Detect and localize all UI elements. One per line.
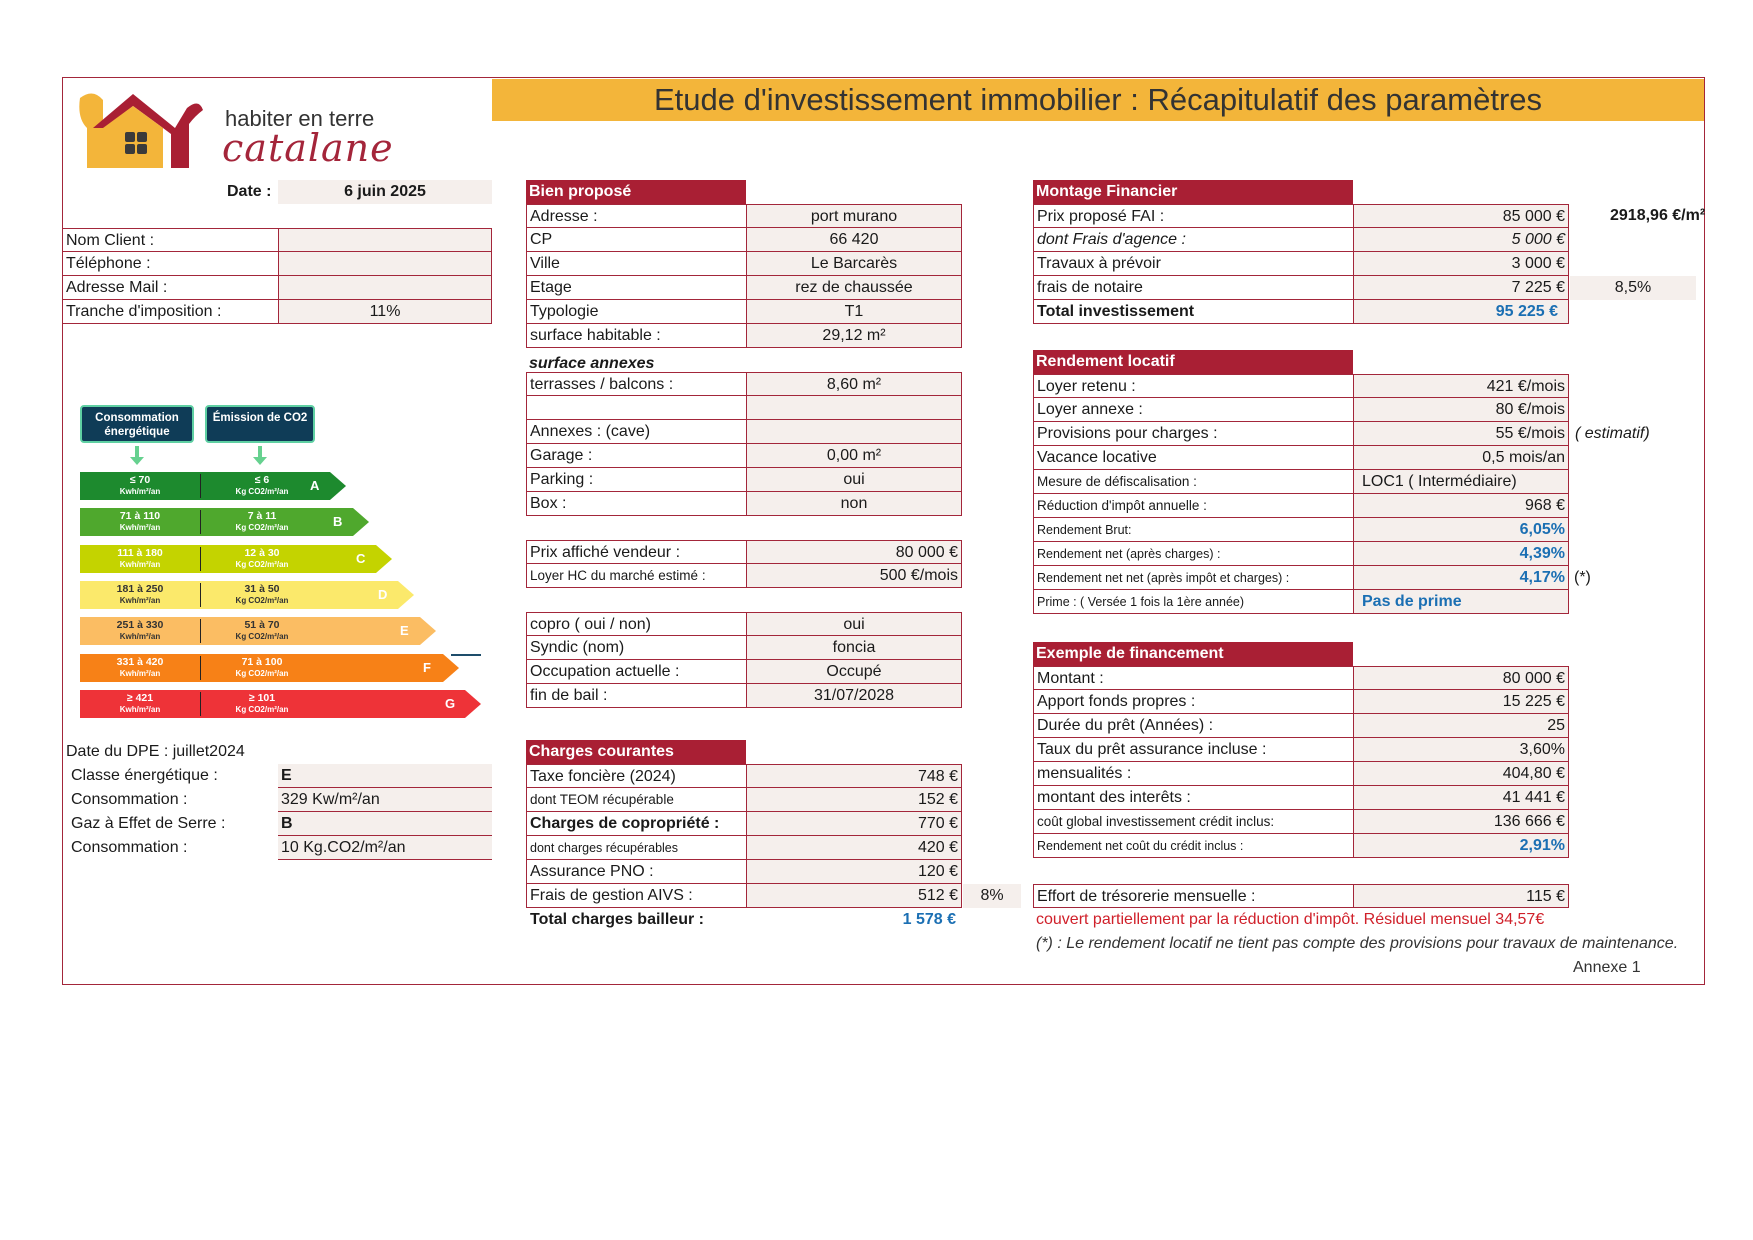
- annexe-row-label: terrasses / balcons :: [526, 372, 747, 396]
- montage-total-value: 95 225 €: [1353, 300, 1569, 324]
- dpe-date: Date du DPE : juillet2024: [66, 743, 245, 760]
- dpe-band-conso-unit: Kwh/m²/an: [119, 632, 161, 642]
- tax-bracket-field[interactable]: 11%: [278, 300, 492, 324]
- rendement-row-value[interactable]: LOC1 ( Intermédiaire): [1353, 470, 1569, 494]
- dpe-band-class: B: [333, 514, 343, 530]
- charge-row-value[interactable]: 152 €: [746, 788, 962, 812]
- bien-row-value[interactable]: rez de chaussée: [746, 276, 962, 300]
- energy-class-field[interactable]: E: [278, 764, 492, 788]
- montage-row: [1033, 252, 1569, 276]
- dpe-band-class: C: [356, 550, 366, 566]
- energy-consumption-field[interactable]: 329 Kw/m²/an: [278, 788, 492, 812]
- price-row-label: Prix affiché vendeur :: [526, 540, 747, 564]
- dpe-band-d: [80, 581, 416, 609]
- montage-row-label: Prix proposé FAI :: [1033, 204, 1354, 228]
- client-phone-field[interactable]: [278, 252, 492, 276]
- rendement-row-value[interactable]: 55 €/mois: [1353, 422, 1569, 446]
- copro-row: [526, 684, 962, 708]
- dpe-band-conso-range: 111 à 180: [117, 546, 163, 559]
- dpe-band-ges-unit: Kg CO2/m²/an: [235, 668, 289, 678]
- copro-row-label: Syndic (nom): [526, 636, 747, 660]
- dpe-band-separator: [200, 510, 201, 534]
- rendement-row: [1033, 446, 1569, 470]
- annexe-row-label: Annexes : (cave): [526, 420, 747, 444]
- annexe-row-value[interactable]: 8,60 m²: [746, 372, 962, 396]
- dpe-band-ges-range: 7 à 11: [247, 510, 277, 523]
- charge-row-value[interactable]: 770 €: [746, 812, 962, 836]
- bien-row-label: Typologie: [526, 300, 747, 324]
- charge-row: [526, 788, 962, 812]
- financement-row: [1033, 666, 1569, 690]
- dpe-row: [62, 836, 492, 860]
- bien-row: [526, 324, 962, 348]
- copro-row-label: copro ( oui / non): [526, 612, 747, 636]
- bien-row-label: CP: [526, 228, 747, 252]
- bien-row-value[interactable]: T1: [746, 300, 962, 324]
- dpe-band-conso-range: ≥ 421: [126, 691, 154, 704]
- client-email-field[interactable]: [278, 276, 492, 300]
- dpe-band-ges-unit: Kg CO2/m²/an: [235, 632, 289, 642]
- montage-row: [1033, 204, 1569, 228]
- price-per-m2: 2918,96 €/m²: [1610, 207, 1706, 224]
- dpe-band-ges-range: ≤ 6: [254, 474, 270, 486]
- financement-row-label: Durée du prêt (Années) :: [1033, 714, 1354, 738]
- dpe-band-conso-unit: Kwh/m²/an: [119, 668, 161, 678]
- financement-header: Exemple de financement: [1033, 642, 1353, 666]
- annexe-row-label: Box :: [526, 492, 747, 516]
- dpe-band-separator: [200, 474, 201, 498]
- copro-row-label: fin de bail :: [526, 684, 747, 708]
- rendement-row: [1033, 494, 1569, 518]
- page-title: Etude d'investissement immobilier : Récapitulatif des paramètres: [492, 79, 1704, 121]
- date-label: Date :: [227, 183, 272, 200]
- charge-row-label: Charges de copropriété :: [526, 812, 747, 836]
- price-row: [526, 540, 962, 564]
- client-row: [62, 300, 492, 324]
- financement-row-value[interactable]: 3,60%: [1353, 738, 1569, 762]
- annexe-row: [526, 372, 962, 396]
- rendement-row: [1033, 518, 1569, 542]
- rendement-row: [1033, 398, 1569, 422]
- financement-row: [1033, 786, 1569, 810]
- bien-row-label: Ville: [526, 252, 747, 276]
- dpe-band-conso-unit: Kwh/m²/an: [119, 523, 161, 533]
- effort-value[interactable]: 115 €: [1353, 884, 1569, 908]
- dpe-band-conso-range: 251 à 330: [116, 619, 164, 632]
- dpe-band-ges: [202, 474, 322, 498]
- arrow-down-icon: [130, 457, 144, 465]
- charge-row-label: Frais de gestion AIVS :: [526, 884, 747, 908]
- dpe-band-conso-unit: Kwh/m²/an: [119, 487, 161, 496]
- dpe-band-conso-range: 331 à 420: [116, 655, 164, 668]
- annexe-row-value[interactable]: [746, 420, 962, 444]
- client-row: [62, 252, 492, 276]
- date-row: [62, 180, 492, 204]
- rendement-row: [1033, 470, 1569, 494]
- dpe-band-ges: [202, 619, 322, 643]
- bien-row: [526, 252, 962, 276]
- annexe-row: [526, 492, 962, 516]
- rendement-row-label: Prime : ( Versée 1 fois la 1ère année): [1033, 590, 1354, 614]
- charge-row: [526, 812, 962, 836]
- effort-row: [1033, 884, 1569, 908]
- logo-line2: catalane: [222, 126, 394, 170]
- rendement-row-label: Mesure de défiscalisation :: [1033, 470, 1354, 494]
- dpe-band-class: D: [378, 586, 388, 602]
- montage-row-label: frais de notaire: [1033, 276, 1354, 300]
- rendement-row-label: Réduction d'impôt annuelle :: [1033, 494, 1354, 518]
- logo: [75, 88, 215, 172]
- dpe-band-ges-range: ≥ 101: [248, 691, 276, 704]
- montage-row-value[interactable]: 3 000 €: [1353, 252, 1569, 276]
- financement-row: [1033, 690, 1569, 714]
- dpe-band-separator: [200, 692, 201, 716]
- house-logo-icon: [75, 88, 215, 172]
- dpe-row-label: Consommation :: [71, 791, 188, 808]
- charge-row-label: Taxe foncière (2024): [526, 764, 747, 788]
- rendement-row-value[interactable]: 4,17%: [1353, 566, 1569, 590]
- dpe-band-ges-range: 12 à 30: [244, 546, 280, 559]
- red-note: couvert partiellement par la réduction d'impôt. Résiduel mensuel 34,57€: [1036, 911, 1545, 928]
- financement-row-label: coût global investissement crédit inclus:: [1033, 810, 1354, 834]
- dpe-band-conso: [80, 656, 200, 680]
- dpe-band-ges: [202, 692, 322, 716]
- client-name-field[interactable]: [278, 228, 492, 252]
- financement-row-value[interactable]: 15 225 €: [1353, 690, 1569, 714]
- rendement-row-value[interactable]: 421 €/mois: [1353, 374, 1569, 398]
- charge-row-label: Assurance PNO :: [526, 860, 747, 884]
- montage-row: [1033, 228, 1569, 252]
- dpe-band-ges-unit: Kg CO2/m²/an: [235, 704, 289, 714]
- bien-row-value[interactable]: port murano: [746, 204, 962, 228]
- dpe-band-ges: [202, 510, 322, 534]
- price-row-value[interactable]: 80 000 €: [746, 540, 962, 564]
- financement-row-label: Rendement net coût du crédit inclus :: [1033, 834, 1354, 858]
- bien-row: [526, 276, 962, 300]
- montage-row-value[interactable]: 5 000 €: [1353, 228, 1569, 252]
- financement-row: [1033, 738, 1569, 762]
- charge-row-value[interactable]: 120 €: [746, 860, 962, 884]
- dpe-marker-line: [451, 654, 481, 656]
- client-label: Tranche d'imposition :: [62, 300, 279, 324]
- bien-row: [526, 228, 962, 252]
- bien-header: Bien proposé: [526, 180, 746, 204]
- annexe-row: [526, 420, 962, 444]
- charge-row: [526, 884, 962, 908]
- bien-row-value[interactable]: 66 420: [746, 228, 962, 252]
- bien-row-value[interactable]: Le Barcarès: [746, 252, 962, 276]
- dpe-band-class: A: [310, 478, 320, 493]
- charges-total-label: Total charges bailleur :: [530, 911, 704, 928]
- client-row: [62, 276, 492, 300]
- dpe-band-separator: [200, 656, 201, 680]
- annexe-row: [526, 468, 962, 492]
- dpe-row: [62, 788, 492, 812]
- montage-total-label: Total investissement: [1033, 300, 1354, 324]
- dpe-band-ges: [202, 583, 322, 607]
- financement-row-value[interactable]: 404,80 €: [1353, 762, 1569, 786]
- annexe-row-value[interactable]: 0,00 m²: [746, 444, 962, 468]
- rendement-row: [1033, 566, 1569, 590]
- dpe-band-separator: [200, 619, 201, 643]
- dpe-band-ges-range: 31 à 50: [244, 582, 280, 595]
- copro-row-value[interactable]: oui: [746, 612, 962, 636]
- charges-header: Charges courantes: [526, 740, 746, 764]
- dpe-row-label: Consommation :: [71, 839, 188, 856]
- bien-row-value[interactable]: 29,12 m²: [746, 324, 962, 348]
- charges-total-value: 1 578 €: [902, 911, 956, 928]
- ghg-class-field[interactable]: B: [278, 812, 492, 836]
- dpe-band-ges-unit: Kg CO2/m²/an: [235, 559, 289, 569]
- copro-row-label: Occupation actuelle :: [526, 660, 747, 684]
- dpe-header-ges: Émission de CO2: [205, 405, 315, 443]
- dpe-band-conso-range: ≤ 70: [129, 474, 151, 486]
- dpe-header-conso: Consommation énergétique: [80, 405, 194, 443]
- copro-row-value[interactable]: Occupé: [746, 660, 962, 684]
- financement-row-label: montant des interêts :: [1033, 786, 1354, 810]
- date-value[interactable]: 6 juin 2025: [278, 180, 492, 204]
- financement-row-value[interactable]: 25: [1353, 714, 1569, 738]
- ghg-consumption-field[interactable]: 10 Kg.CO2/m²/an: [278, 836, 492, 860]
- dpe-band-conso-unit: Kwh/m²/an: [119, 559, 161, 569]
- rendement-row-label: Loyer annexe :: [1033, 398, 1354, 422]
- dpe-row-label: Gaz à Effet de Serre :: [71, 815, 226, 832]
- rendement-row-value[interactable]: 80 €/mois: [1353, 398, 1569, 422]
- dpe-band-e: [80, 617, 438, 645]
- rendement-row: [1033, 374, 1569, 398]
- price-row-value[interactable]: 500 €/mois: [746, 564, 962, 588]
- logo-line1: habiter en terre: [225, 106, 375, 131]
- charge-row: [526, 764, 962, 788]
- dpe-band-a: [80, 472, 348, 500]
- rendement-row-label: Rendement net (après charges) :: [1033, 542, 1354, 566]
- dpe-band-ges-unit: Kg CO2/m²/an: [235, 595, 289, 605]
- annexe-row-label: Parking :: [526, 468, 747, 492]
- financement-row: [1033, 810, 1569, 834]
- arrow-down-icon: [253, 457, 267, 465]
- dpe-band-ges-range: 71 à 100: [241, 655, 283, 668]
- dpe-band-class: F: [423, 659, 431, 675]
- dpe-band-ges: [202, 547, 322, 571]
- financement-row: [1033, 762, 1569, 786]
- montage-row-value[interactable]: 7 225 €: [1353, 276, 1569, 300]
- client-row: [62, 228, 492, 252]
- bien-row-label: Adresse :: [526, 204, 747, 228]
- client-label: Nom Client :: [62, 228, 279, 252]
- rendement-row-label: Loyer retenu :: [1033, 374, 1354, 398]
- charge-row-label: dont TEOM récupérable: [526, 788, 747, 812]
- rendement-row-value[interactable]: 6,05%: [1353, 518, 1569, 542]
- dpe-band-conso-range: 71 à 110: [119, 510, 161, 523]
- annexes-label: surface annexes: [529, 355, 655, 372]
- financement-row-value[interactable]: 136 666 €: [1353, 810, 1569, 834]
- montage-row-value[interactable]: 85 000 €: [1353, 204, 1569, 228]
- dpe-band-conso-unit: Kwh/m²/an: [119, 595, 161, 605]
- price-row-label: Loyer HC du marché estimé :: [526, 564, 747, 588]
- estimatif-note: ( estimatif): [1575, 425, 1650, 442]
- bien-row-label: Etage: [526, 276, 747, 300]
- charge-row-value[interactable]: 748 €: [746, 764, 962, 788]
- bien-row-label: surface habitable :: [526, 324, 747, 348]
- charge-row-value[interactable]: 512 €: [746, 884, 962, 908]
- rendement-row-value[interactable]: 0,5 mois/an: [1353, 446, 1569, 470]
- dpe-band-ges-unit: Kg CO2/m²/an: [235, 523, 289, 533]
- dpe-band-conso: [80, 619, 200, 643]
- copro-row-value[interactable]: foncia: [746, 636, 962, 660]
- charge-row-value[interactable]: 420 €: [746, 836, 962, 860]
- dpe-band-conso-range: 181 à 250: [116, 582, 164, 595]
- annexe-row-value[interactable]: [746, 396, 962, 420]
- annexe-row-label: [526, 396, 747, 420]
- rendement-row-value[interactable]: Pas de prime: [1353, 590, 1569, 614]
- charge-row: [526, 836, 962, 860]
- dpe-band-conso: [80, 547, 200, 571]
- dpe-band-g: [80, 690, 483, 718]
- star-note: (*): [1574, 569, 1591, 586]
- rendement-row-label: Provisions pour charges :: [1033, 422, 1354, 446]
- dpe-band-class: E: [400, 623, 409, 639]
- dpe-band-class: G: [445, 695, 456, 711]
- aivs-pct-value: 8%: [980, 887, 1004, 904]
- client-label: Adresse Mail :: [62, 276, 279, 300]
- dpe-band-separator: [200, 547, 201, 571]
- financement-row-label: mensualités :: [1033, 762, 1354, 786]
- aivs-pct: [963, 884, 1021, 908]
- financement-row-value[interactable]: 80 000 €: [1353, 666, 1569, 690]
- rendement-row-label: Vacance locative: [1033, 446, 1354, 470]
- montage-row: [1033, 276, 1569, 300]
- rendement-header: Rendement locatif: [1033, 350, 1353, 374]
- dpe-band-ges-unit: Kg CO2/m²/an: [235, 487, 289, 496]
- rendement-row: [1033, 542, 1569, 566]
- dpe-band-conso: [80, 692, 200, 716]
- dpe-row: [62, 764, 492, 788]
- montage-row-label: Travaux à prévoir: [1033, 252, 1354, 276]
- rendement-row-label: Rendement net net (après impôt et charges) :: [1033, 566, 1354, 590]
- footnote: (*) : Le rendement locatif ne tient pas compte des provisions pour travaux de maintenance.: [1036, 935, 1679, 952]
- financement-row-label: Montant :: [1033, 666, 1354, 690]
- effort-label: Effort de trésorerie mensuelle :: [1033, 884, 1354, 908]
- client-label: Téléphone :: [62, 252, 279, 276]
- montage-row-label: dont Frais d'agence :: [1033, 228, 1354, 252]
- montage-header: Montage Financier: [1033, 180, 1353, 204]
- annexe-row: [526, 396, 962, 420]
- financement-row-value[interactable]: 41 441 €: [1353, 786, 1569, 810]
- montage-total-row: [1033, 300, 1569, 324]
- notaire-pct: [1570, 276, 1696, 300]
- dpe-band-f: [80, 654, 461, 682]
- financement-row-label: Taux du prêt assurance incluse :: [1033, 738, 1354, 762]
- dpe-band-b: [80, 508, 371, 536]
- copro-row: [526, 636, 962, 660]
- financement-row: [1033, 714, 1569, 738]
- financement-row-value[interactable]: 2,91%: [1353, 834, 1569, 858]
- annexe-row-label: Garage :: [526, 444, 747, 468]
- rendement-row: [1033, 422, 1569, 446]
- copro-row: [526, 612, 962, 636]
- bien-row: [526, 204, 962, 228]
- dpe-band-ges-range: 51 à 70: [244, 619, 280, 632]
- dpe-band-conso: [80, 510, 200, 534]
- dpe-band-ges: [202, 656, 322, 680]
- annexe-row-value[interactable]: non: [746, 492, 962, 516]
- rendement-row-value[interactable]: 4,39%: [1353, 542, 1569, 566]
- price-row: [526, 564, 962, 588]
- rendement-row: [1033, 590, 1569, 614]
- dpe-band-conso-unit: Kwh/m²/an: [119, 704, 161, 714]
- dpe-band-c: [80, 545, 394, 573]
- rendement-row-value[interactable]: 968 €: [1353, 494, 1569, 518]
- dpe-band-separator: [200, 583, 201, 607]
- dpe-band-conso: [80, 474, 200, 498]
- financement-row: [1033, 834, 1569, 858]
- annexe-label: Annexe 1: [1573, 959, 1641, 976]
- dpe-band-conso: [80, 583, 200, 607]
- dpe-row-label: Classe énergétique :: [71, 767, 218, 784]
- dpe-row: [62, 812, 492, 836]
- notaire-pct-value: 8,5%: [1614, 279, 1652, 296]
- bien-row: [526, 300, 962, 324]
- charge-row: [526, 860, 962, 884]
- rendement-row-label: Rendement Brut:: [1033, 518, 1354, 542]
- copro-row-value[interactable]: 31/07/2028: [746, 684, 962, 708]
- annexe-row-value[interactable]: oui: [746, 468, 962, 492]
- annexe-row: [526, 444, 962, 468]
- financement-row-label: Apport fonds propres :: [1033, 690, 1354, 714]
- copro-row: [526, 660, 962, 684]
- charge-row-label: dont charges récupérables: [526, 836, 747, 860]
